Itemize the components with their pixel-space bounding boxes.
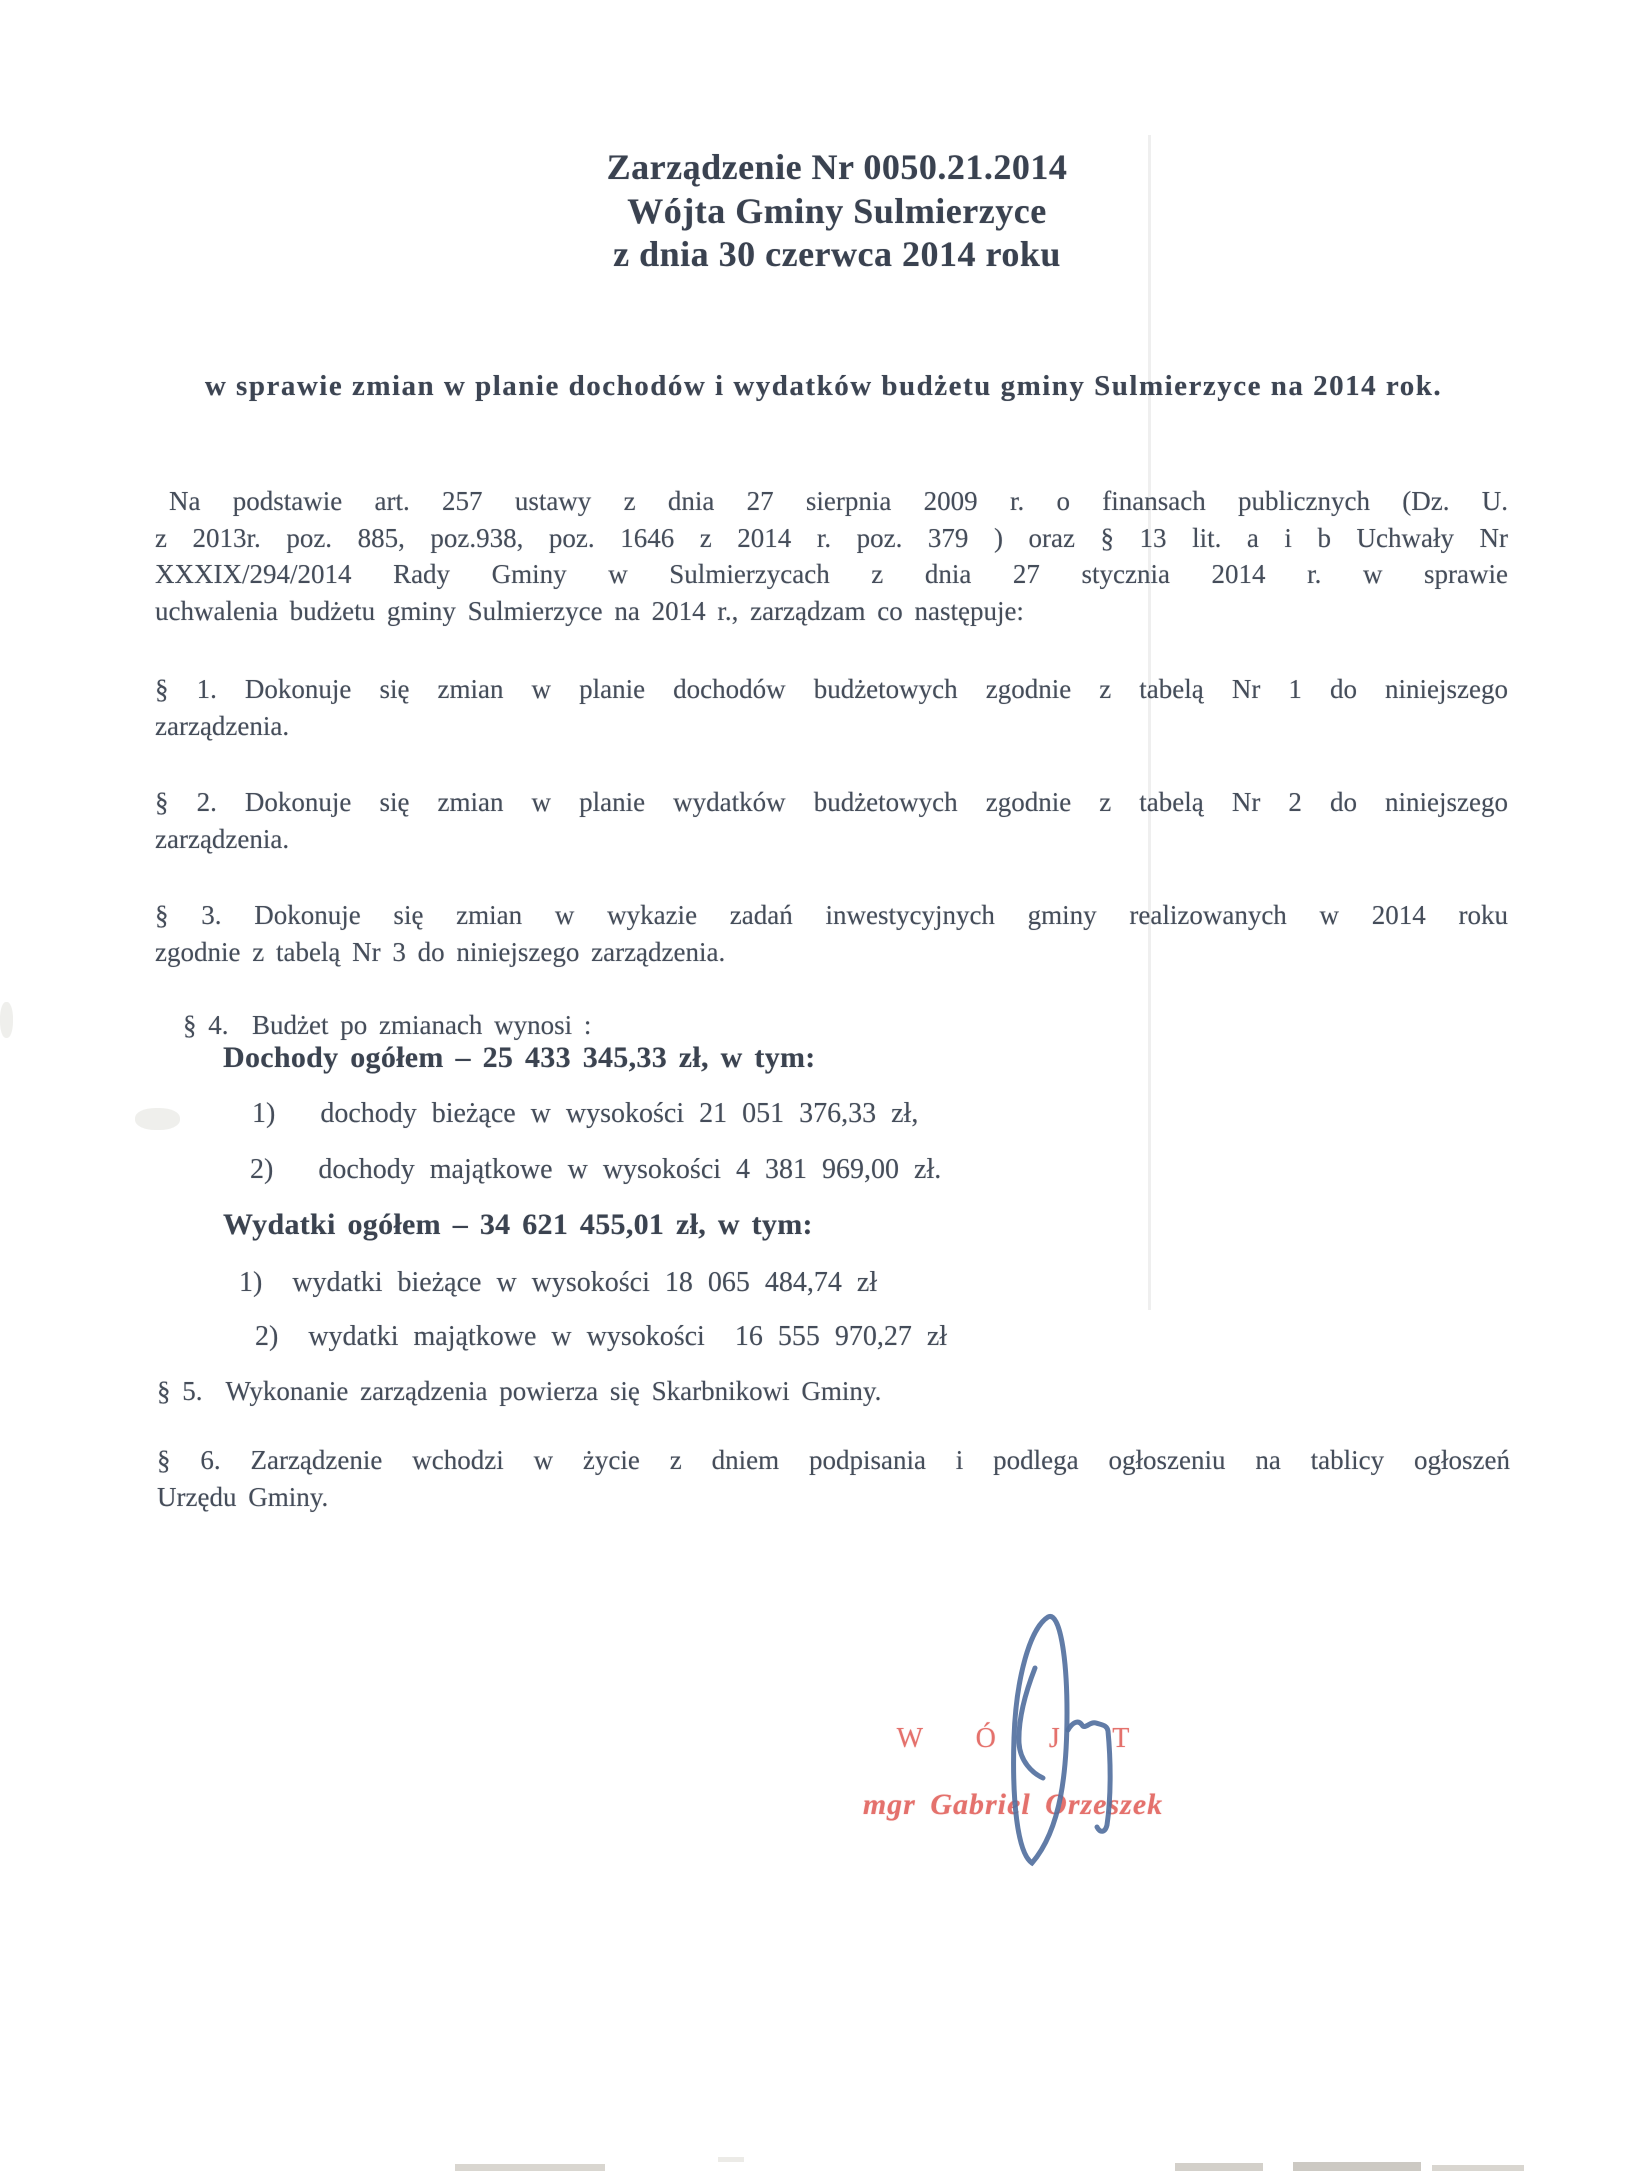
- scan-smudge: [0, 1002, 13, 1038]
- paragraph-2-line: § 2. Dokonuje się zmian w planie wydatków budżetowych zgodnie z tabelą Nr 2 do niniejszego: [155, 787, 1508, 817]
- preamble-line: Na podstawie art. 257 ustawy z dnia 27 sierpnia 2009 r. o finansach publicznych (Dz. U.: [169, 486, 1508, 516]
- paragraph-1-line: zarządzenia.: [155, 710, 290, 741]
- paragraph-1-line: § 1. Dokonuje się zmian w planie dochodów budżetowych zgodnie z tabelą Nr 1 do niniejszego: [155, 674, 1508, 704]
- paragraph-1: [155, 671, 1508, 744]
- scan-edge-mark: [1175, 2163, 1263, 2171]
- document-title: [27, 146, 1647, 277]
- title-line-number: Zarządzenie Nr 0050.21.2014: [606, 147, 1068, 187]
- dochody-total-line: Dochody ogółem – 25 433 345,33 zł, w tym:: [223, 1041, 816, 1074]
- paragraph-2: [155, 784, 1508, 857]
- paragraph-3-line: zgodnie z tabelą Nr 3 do niniejszego zarządzenia.: [155, 936, 726, 967]
- mayor-stamp-name: mgr Gabriel Orzeszek: [862, 1788, 1164, 1821]
- signature-tail-stroke: [1068, 1722, 1110, 1831]
- paragraph-6-line: Urzędu Gminy.: [157, 1481, 329, 1512]
- wydatki-item-1: 1) wydatki bieżące w wysokości 18 065 484,74 zł: [239, 1267, 878, 1298]
- paragraph-6: [157, 1442, 1510, 1515]
- wydatki-item-2: 2) wydatki majątkowe w wysokości 16 555 970,27 zł: [255, 1321, 948, 1352]
- preamble-line: z 2013r. poz. 885, poz.938, poz. 1646 z 2014 r. poz. 379 ) oraz § 13 lit. a i b Uchwały Nr: [155, 522, 1508, 553]
- scan-edge-mark: [1432, 2165, 1524, 2171]
- scan-edge-mark: [455, 2164, 605, 2171]
- title-line-issuer: Wójta Gminy Sulmierzyce: [627, 190, 1047, 231]
- paragraph-4-heading: § 4. Budżet po zmianach wynosi :: [183, 1010, 592, 1040]
- scan-edge-mark: [1293, 2162, 1421, 2171]
- preamble-line: XXXIX/294/2014 Rady Gminy w Sulmierzycach z dnia 27 stycznia 2014 r. w sprawie: [155, 559, 1508, 589]
- paragraph-2-line: zarządzenia.: [155, 823, 290, 854]
- title-line-date: z dnia 30 czerwca 2014 roku: [613, 234, 1061, 274]
- signature-loop-stroke: [1014, 1616, 1067, 1863]
- handwritten-signature: [990, 1603, 1120, 1875]
- dochody-item-1: 1) dochody bieżące w wysokości 21 051 376,33 zł,: [252, 1098, 919, 1129]
- paragraph-3: [155, 897, 1508, 970]
- paragraph-6-line: § 6. Zarządzenie wchodzi w życie z dniem podpisania i podlega ogłoszeniu na tablicy ogłoszeń: [157, 1445, 1510, 1475]
- scan-smudge: [135, 1108, 180, 1130]
- wydatki-total-line: Wydatki ogółem – 34 621 455,01 zł, w tym:: [223, 1208, 813, 1241]
- signature-hook-stroke: [1019, 1668, 1043, 1778]
- scan-edge-mark: [718, 2157, 744, 2162]
- preamble-line: uchwalenia budżetu gminy Sulmierzyce na 2014 r., zarządzam co następuje:: [155, 595, 1024, 626]
- preamble-paragraph: [155, 483, 1508, 629]
- paragraph-5: § 5. Wykonanie zarządzenia powierza się Skarbnikowi Gminy.: [157, 1376, 882, 1406]
- document-subject: w sprawie zmian w planie dochodów i wydatków budżetu gminy Sulmierzyce na 2014 rok.: [204, 370, 1443, 402]
- paragraph-3-line: § 3. Dokonuje się zmian w wykazie zadań inwestycyjnych gminy realizowanych w 2014 roku: [155, 900, 1508, 930]
- mayor-stamp-title: W Ó J T: [896, 1723, 1153, 1754]
- dochody-item-2: 2) dochody majątkowe w wysokości 4 381 969,00 zł.: [250, 1154, 942, 1185]
